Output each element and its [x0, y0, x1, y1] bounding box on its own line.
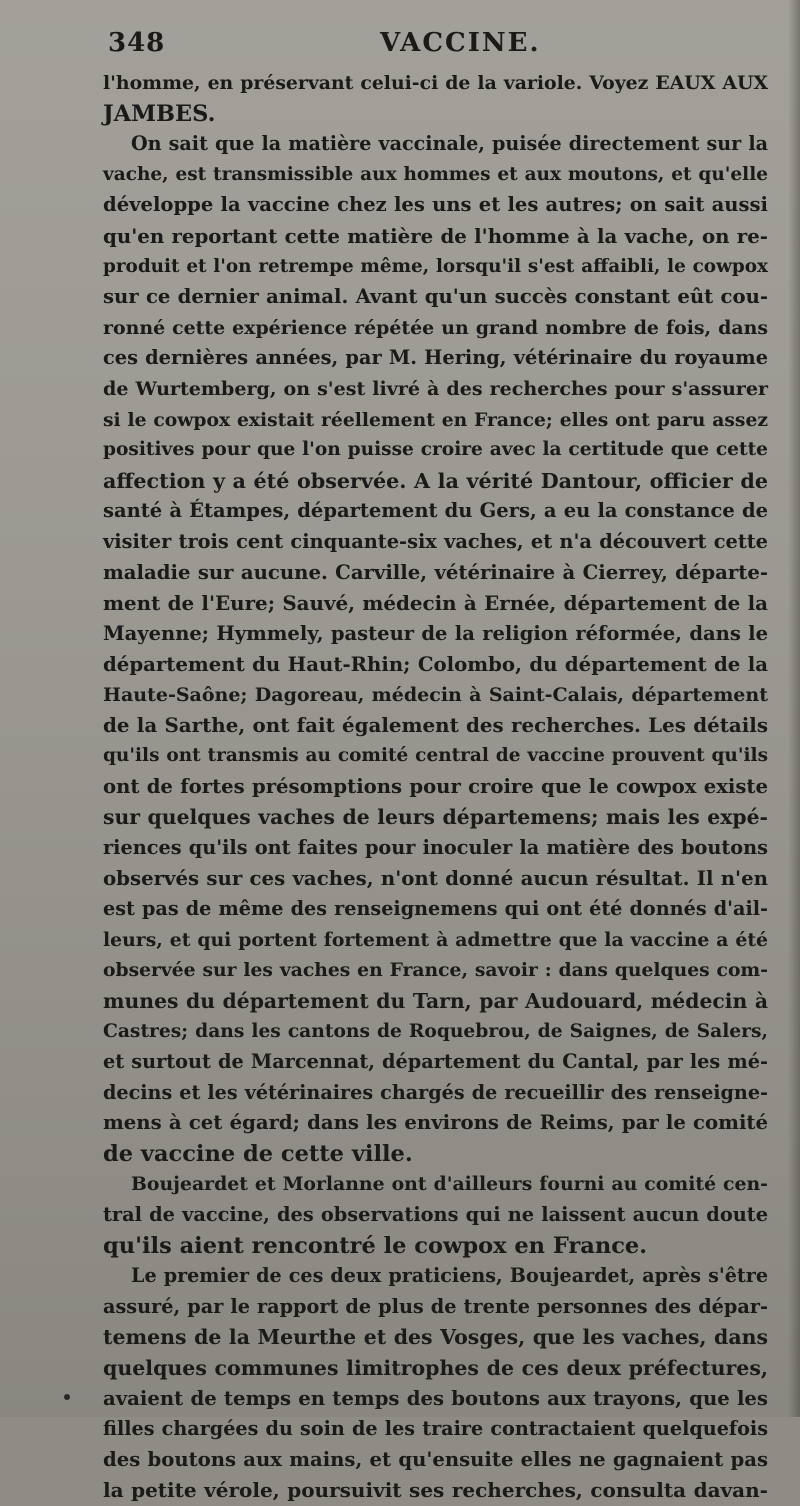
text-line: Le premier de ces deux praticiens, Boujeardet, après s'être: [131, 1264, 768, 1288]
text-line: quelques communes limitrophes de ces deux préfectures,: [103, 1355, 768, 1380]
text-line: Boujeardet et Morlanne ont d'ailleurs fourni au comité cen-: [131, 1173, 768, 1196]
text-line: riences qu'ils ont faites pour inoculer la matière des boutons: [103, 835, 768, 859]
text-line: l'homme, en préservant celui-ci de la variole. Voyez EAUX AUX: [103, 72, 768, 94]
text-line: qu'ils aient rencontré le cowpox en France.: [103, 1232, 648, 1259]
text-line: produit et l'on retrempe même, lorsqu'il s'est affaibli, le cowpox: [103, 255, 768, 277]
body-text: [103, 68, 768, 1506]
text-line: département du Haut-Rhin; Colombo, du département de la: [103, 652, 768, 677]
text-line: affection y a été observée. A la vérité Dantour, officier de: [103, 468, 768, 493]
text-line: des boutons aux mains, et qu'ensuite elles ne gagnaient pas: [103, 1447, 768, 1471]
text-line: observée sur les vaches en France, savoir : dans quelques com-: [103, 959, 768, 982]
running-title: VACCINE.: [380, 28, 541, 58]
text-line: sur ce dernier animal. Avant qu'un succès constant eût cou-: [103, 285, 768, 309]
text-line: temens de la Meurthe et des Vosges, que les vaches, dans: [103, 1325, 768, 1350]
text-line: munes du département du Tarn, par Audouard, médecin à: [103, 988, 768, 1013]
text-line: santé à Étampes, département du Gers, a eu la constance de: [103, 499, 768, 523]
text-line: observés sur ces vaches, n'ont donné aucun résultat. Il n'en: [103, 866, 768, 891]
text-line: ont de fortes présomptions pour croire que le cowpox existe: [103, 774, 768, 798]
text-line: de la Sarthe, ont fait également des recherches. Les détails: [103, 713, 768, 738]
text-line: de Wurtemberg, on s'est livré à des recherches pour s'assurer: [103, 377, 768, 400]
ink-speck: [64, 1394, 70, 1400]
text-line: ronné cette expérience répétée un grand nombre de fois, dans: [103, 316, 768, 339]
text-line: leurs, et qui portent fortement à admettre que la vaccine a été: [103, 928, 768, 951]
text-line: filles chargées du soin de les traire contractaient quelquefois: [103, 1417, 768, 1441]
text-line: avaient de temps en temps des boutons aux trayons, que les: [103, 1386, 768, 1410]
text-line: mens à cet égard; dans les environs de Reims, par le comité: [103, 1111, 768, 1135]
page-number: 348: [108, 28, 166, 58]
text-line: tral de vaccine, des observations qui ne laissent aucun doute: [103, 1202, 768, 1226]
text-line: maladie sur aucune. Carville, vétérinaire à Cierrey, départe-: [103, 560, 768, 584]
text-line: JAMBES.: [103, 100, 216, 127]
text-line: si le cowpox existait réellement en France; elles ont paru assez: [103, 408, 768, 431]
text-line: développe la vaccine chez les uns et les autres; on sait aussi: [103, 193, 768, 217]
text-line: sur quelques vaches de leurs départemens; mais les expé-: [103, 805, 768, 830]
text-line: visiter trois cent cinquante-six vaches, et n'a découvert cette: [103, 529, 768, 553]
text-line: Haute-Saône; Dagoreau, médecin à Saint-Calais, département: [103, 683, 768, 706]
text-line: vache, est transmissible aux hommes et aux moutons, et qu'elle: [103, 163, 768, 185]
text-line: la petite vérole, poursuivit ses recherches, consulta davan-: [103, 1478, 768, 1503]
text-line: qu'en reportant cette matière de l'homme à la vache, on re-: [103, 223, 768, 248]
text-line: et surtout de Marcennat, département du Cantal, par les mé-: [103, 1050, 768, 1073]
text-line: assuré, par le rapport de plus de trente personnes des dépar-: [103, 1294, 768, 1318]
text-line: de vaccine de cette ville.: [103, 1140, 413, 1167]
text-line: est pas de même des renseignemens qui ont été donnés d'ail-: [103, 897, 768, 921]
text-line: ces dernières années, par M. Hering, vétérinaire du royaume: [103, 346, 768, 370]
text-line: Castres; dans les cantons de Roquebrou, de Saignes, de Salers,: [103, 1020, 768, 1043]
text-line: On sait que la matière vaccinale, puisée directement sur la: [131, 132, 768, 156]
text-line: ment de l'Eure; Sauvé, médecin à Ernée, département de la: [103, 591, 768, 616]
text-line: decins et les vétérinaires chargés de recueillir des renseigne-: [103, 1080, 768, 1104]
running-header: [0, 28, 800, 68]
page-edge-shadow: [788, 0, 800, 1417]
text-line: qu'ils ont transmis au comité central de vaccine prouvent qu'ils: [103, 745, 768, 767]
text-line: Mayenne; Hymmely, pasteur de la religion réformée, dans le: [103, 621, 768, 645]
text-line: positives pour que l'on puisse croire avec la certitude que cette: [103, 439, 768, 461]
